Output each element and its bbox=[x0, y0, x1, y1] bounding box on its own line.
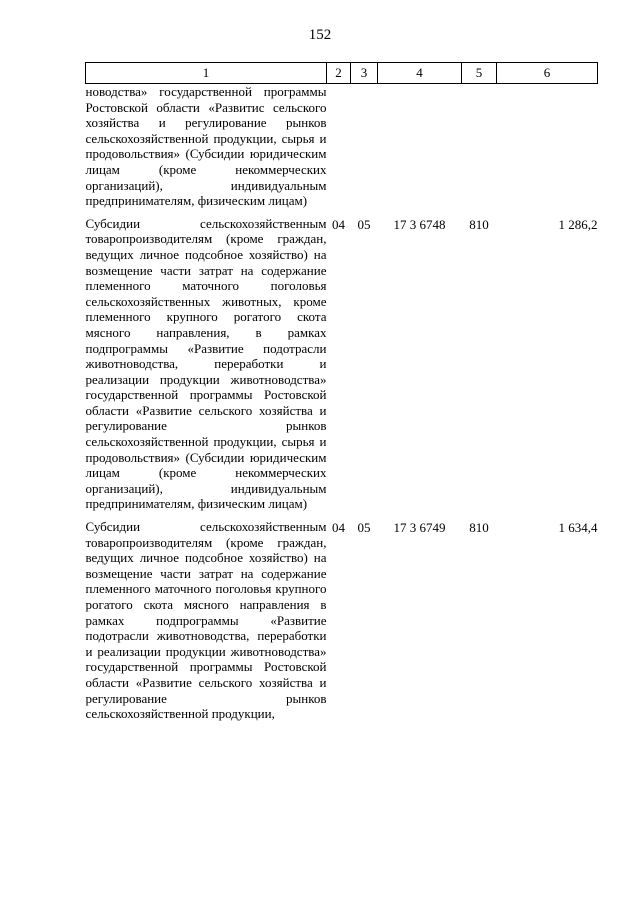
row-target-article bbox=[378, 84, 462, 209]
page-number: 152 bbox=[308, 27, 332, 43]
column-header-1: 1 bbox=[86, 63, 327, 84]
row-name: Субсидии сельскохозяйственным товаропроизводителям (кроме граждан, ведущих личное подсобное хозяйство) на возмещение части затрат на содержание племенного маточного поголовья крупного рогатого скота мясного направления в рамках подпрограммы «Развитие подотрасли животноводства, переработки и реализации продукции животноводства» государственной программы Ростовской области «Развитие сельского хозяйства и регулирование рынков сельскохозяйственной продукции, bbox=[85, 519, 327, 722]
budget-table bbox=[85, 62, 598, 722]
column-header-5: 5 bbox=[462, 63, 497, 84]
row-subsection: 05 bbox=[357, 216, 371, 232]
row-section: 04 bbox=[332, 216, 345, 232]
table-row bbox=[86, 512, 598, 722]
row-expense-type bbox=[462, 84, 497, 209]
row-subsection: 05 bbox=[357, 520, 371, 536]
row-amount: 1 286,2 bbox=[558, 216, 598, 232]
row-amount: 1 634,4 bbox=[558, 520, 598, 536]
row-target-article: 17 3 6749 bbox=[393, 520, 446, 536]
row-target-article: 17 3 6748 bbox=[393, 216, 446, 232]
row-section bbox=[327, 84, 351, 209]
row-expense-type: 810 bbox=[469, 216, 489, 232]
row-subsection bbox=[351, 84, 378, 209]
column-header-4: 4 bbox=[378, 63, 462, 84]
row-name: новодства» государственной программы Ростовской области «Развитис сельского хозяйства и регулирование рынков сельскохозяйственной продукции, сырья и продовольствия» (Субсидии юридическим лицам (кроме некоммерческих организаций), индивидуальным предпринимателям, физическим лицам) bbox=[85, 84, 327, 209]
column-header-2: 2 bbox=[327, 63, 351, 84]
column-header-3: 3 bbox=[351, 63, 378, 84]
column-header-6: 6 bbox=[497, 63, 598, 84]
row-amount bbox=[497, 84, 598, 209]
row-name: Субсидии сельскохозяйственным товаропроизводителям (кроме граждан, ведущих личное подсобное хозяйство) на возмещение части затрат на содержание племенного маточного поголовья сельскохозяйственных животных, кроме племенного крупного рогатого скота мясного направления, в рамках подпрограммы «Развитие подотрасли животноводства, переработки и реализации продукции животноводства» государственной программы Ростовской области «Развитие сельского хозяйства и регулирование рынков сельскохозяйственной продукции, сырья и продовольствия» (Субсидии юридическим лицам (кроме некоммерческих организаций), индивидуальным предпринимателям, физическим лицам) bbox=[85, 215, 327, 512]
row-section: 04 bbox=[332, 520, 345, 536]
table-row bbox=[86, 209, 598, 512]
row-expense-type: 810 bbox=[469, 520, 489, 536]
table-row bbox=[86, 84, 598, 209]
header-row bbox=[86, 63, 598, 84]
